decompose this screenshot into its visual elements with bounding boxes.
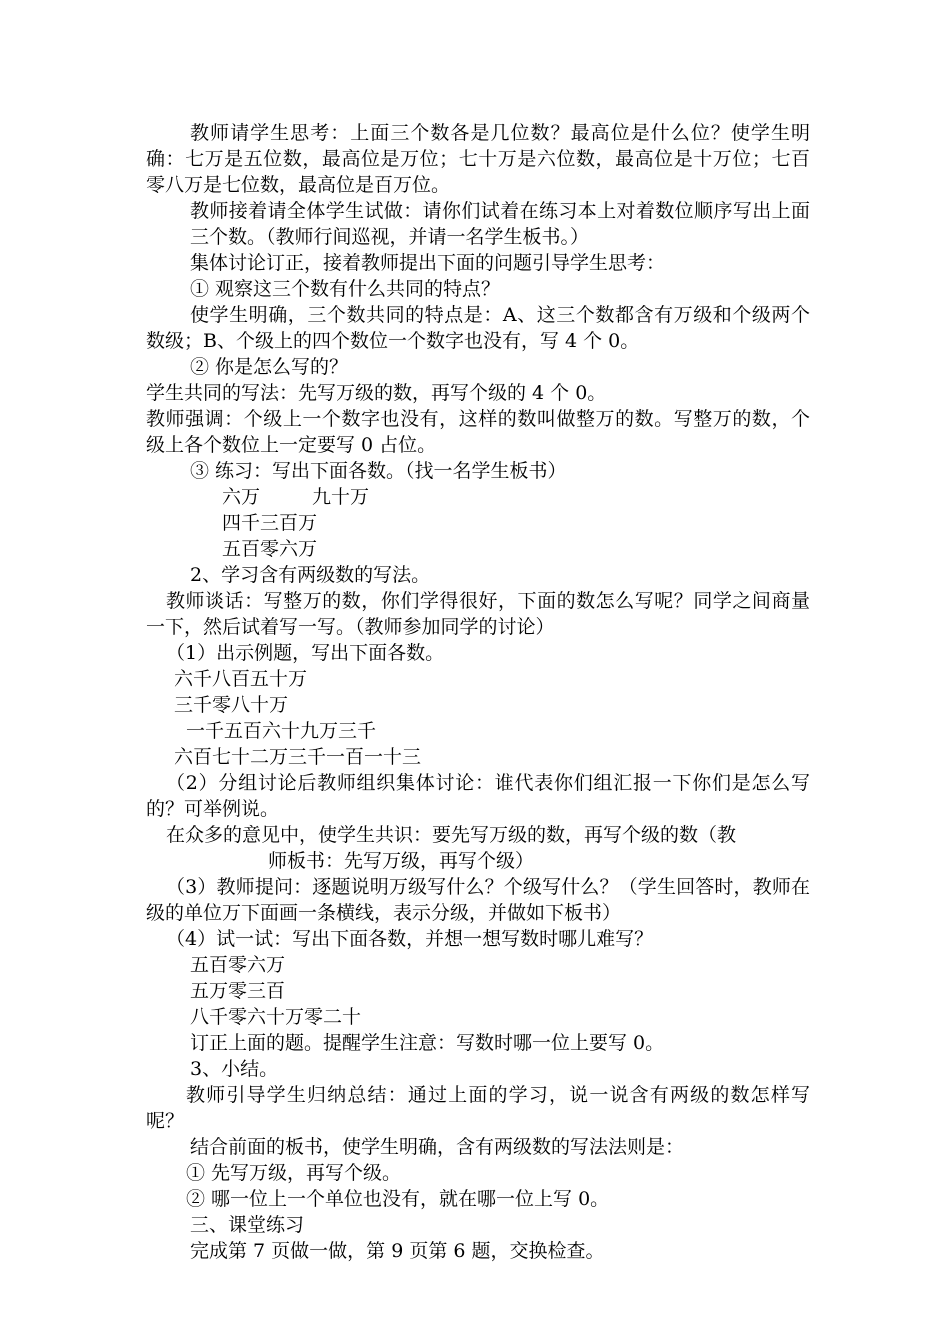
paragraph: 教师强调：个级上一个数字也没有，这样的数叫做整万的数。写整万的数，个级上各个数位上一定要写 0 占位。 <box>146 408 810 456</box>
exercise-item: 九十万 <box>312 486 370 508</box>
paragraph: ③ 练习：写出下面各数。（找一名学生板书） <box>190 460 567 482</box>
section-heading: 2、学习含有两级数的写法。 <box>190 564 431 586</box>
try-line: 五万零三百 <box>190 980 286 1002</box>
paragraph: 教师接着请全体学生试做：请你们试着在练习本上对着数位顺序写出上面三个数。（教师行间巡视，并请一名学生板书。） <box>190 200 810 248</box>
try-line: 八千零六十万零二十 <box>190 1006 362 1028</box>
paragraph: （1）出示例题，写出下面各数。 <box>166 642 445 664</box>
document-body <box>146 120 810 1264</box>
section-heading: 三、课堂练习 <box>190 1214 305 1236</box>
paragraph: 教师引导学生归纳总结：通过上面的学习，说一说含有两级的数怎样写呢？ <box>146 1084 810 1132</box>
paragraph: 教师谈话：写整万的数，你们学得很好，下面的数怎么写呢？同学之间商量一下，然后试着写一写。（教师参加同学的讨论） <box>146 590 810 638</box>
example-line: 六千八百五十万 <box>174 668 308 690</box>
paragraph: 使学生明确，三个数共同的特点是：A、这三个数都含有万级和个级两个数级；B、个级上的四个数位一个数字也没有，写 4 个 0。 <box>146 304 810 352</box>
exercise-line: 五百零六万 <box>222 538 318 560</box>
section-heading: 3、小结。 <box>190 1058 279 1080</box>
example-line: 一千五百六十九万三千 <box>186 720 377 742</box>
paragraph: ② 你是怎么写的？ <box>190 356 349 378</box>
paragraph: （3）教师提问：逐题说明万级写什么？个级写什么？（学生回答时，教师在级的单位万下面画一条横线，表示分级，并做如下板书） <box>146 876 810 924</box>
exercise-row <box>146 484 810 510</box>
paragraph: 师板书：先写万级，再写个级） <box>268 850 535 872</box>
paragraph: 学生共同的写法：先写万级的数，再写个级的 4 个 0。 <box>146 382 607 404</box>
rule-item: ② 哪一位上一个单位也没有，就在哪一位上写 0。 <box>186 1188 610 1210</box>
rule-item: ① 先写万级，再写个级。 <box>186 1162 402 1184</box>
example-line: 六百七十二万三千一百一十三 <box>174 746 422 768</box>
try-line: 五百零六万 <box>190 954 286 976</box>
paragraph: 集体讨论订正，接着教师提出下面的问题引导学生思考： <box>190 252 666 274</box>
example-line: 三千零八十万 <box>174 694 289 716</box>
exercise-item: 六万 <box>222 486 261 508</box>
paragraph: （4）试一试：写出下面各数，并想一想写数时哪儿难写？ <box>166 928 654 950</box>
paragraph: 订正上面的题。提醒学生注意：写数时哪一位上要写 0。 <box>190 1032 665 1054</box>
paragraph: 在众多的意见中，使学生共识：要先写万级的数，再写个级的数（教 <box>166 824 737 846</box>
paragraph: 结合前面的板书，使学生明确，含有两级数的写法法则是： <box>190 1136 685 1158</box>
paragraph: ① 观察这三个数有什么共同的特点？ <box>190 278 501 300</box>
paragraph: （2）分组讨论后教师组织集体讨论：谁代表你们组汇报一下你们是怎么写的？可举例说。 <box>146 772 810 820</box>
paragraph: 教师请学生思考：上面三个数各是几位数？最高位是什么位？使学生明确：七万是五位数，最高位是万位；七十万是六位数，最高位是十万位；七百零八万是七位数，最高位是百万位。 <box>146 122 810 196</box>
paragraph: 完成第 7 页做一做，第 9 页第 6 题，交换检查。 <box>190 1240 605 1262</box>
exercise-line: 四千三百万 <box>222 512 318 534</box>
